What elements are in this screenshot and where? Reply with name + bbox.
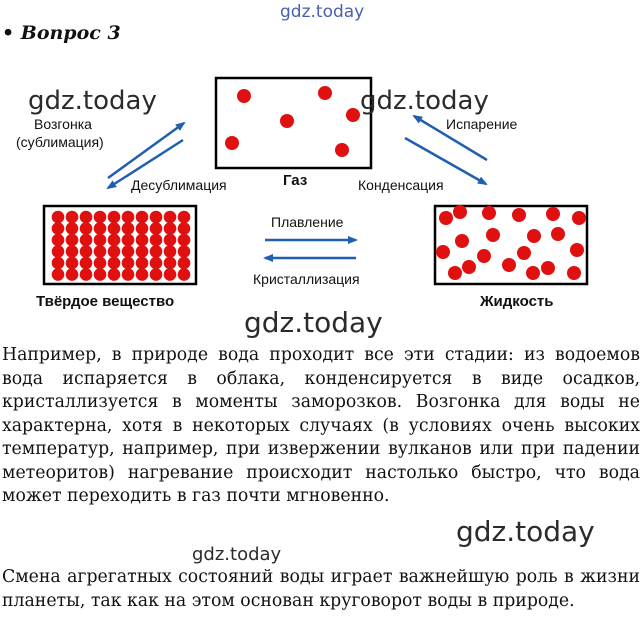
solid-particle [52,211,65,224]
watermark-top: gdz.today [280,2,365,22]
solid-particle [178,222,191,235]
paragraph-line: Смена агрегатных состояний воды играет важнейшую роль в жизни [2,567,640,587]
solid-particle [66,245,79,258]
evaporation-label: Испарение [446,116,518,132]
watermark-left: gdz.today [28,86,157,116]
solid-particle [164,268,177,281]
solid-particle [136,268,149,281]
solid-particle [136,234,149,247]
desublimation-label: Десублимация [131,177,227,193]
solid-particle [80,268,93,281]
solid-particle [108,234,121,247]
solid-particle [164,222,177,235]
watermark-lower-right: gdz.today [456,515,595,548]
liquid-label: Жидкость [480,293,554,310]
solid-particle [94,268,107,281]
paragraph-example [2,344,640,509]
crystallization-label: Кристаллизация [253,271,360,287]
solid-particle [122,211,135,224]
solid-particle [94,211,107,224]
solid-particle [80,245,93,258]
solid-particle [108,245,121,258]
solid-particle [150,222,163,235]
melting-label: Плавление [271,214,344,230]
paragraph-line: вода испаряется в облака, конденсируется в виде осадков, [2,368,640,389]
solid-particle [108,211,121,224]
paragraph-line: кристаллизуется в моменты заморозков. Возгонка для воды не [2,392,640,412]
solid-particle [122,245,135,258]
watermark-lower-small: gdz.today [192,544,282,565]
watermark-right: gdz.today [360,86,489,116]
solid-particle [178,211,191,224]
solid-particle [94,245,107,258]
sublimation-label-2: (сублимация) [16,134,104,150]
solid-particle [150,234,163,247]
solid-label: Твёрдое вещество [36,293,175,310]
paragraph-line: планеты, так как на этом основан круговорот воды в природе. [2,590,575,611]
sublimation-label-1: Возгонка [34,116,92,132]
watermark-center: gdz.today [244,306,383,339]
solid-particle [122,257,135,270]
question-heading: • Вопрос 3 [2,22,121,44]
solid-particle [66,222,79,235]
solid-particle [80,222,93,235]
solid-particle [94,257,107,270]
solid-particle [150,257,163,270]
solid-particle [164,245,177,258]
solid-particle [94,234,107,247]
gas-label: Газ [283,172,308,189]
paragraph-line: метеоритов) нагревание происходит настолько быстро, что вода [2,462,640,483]
solid-particle [150,245,163,258]
solid-particle [108,257,121,270]
solid-particle [52,234,65,247]
solid-particle [66,234,79,247]
paragraph-line: температур, например, при извержении вулканов или при падении [2,439,640,459]
paragraph-line: характерна, хотя в некоторых случаях (в условиях очень высоких [2,415,640,436]
solid-particle [108,222,121,235]
paragraph-line: Например, в природе вода проходит все эти стадии: из водоемов [2,345,640,365]
solid-particle [66,257,79,270]
solid-particle [150,211,163,224]
solid-particle [122,222,135,235]
solid-particle [52,268,65,281]
paragraph-line: может переходить в газ почти мгновенно. [2,486,390,506]
solid-particle [164,234,177,247]
solid-particle [136,245,149,258]
solid-particle [164,257,177,270]
solid-particle [136,222,149,235]
solid-particle [122,268,135,281]
solid-particle [52,222,65,235]
solid-particle [178,257,191,270]
solid-particle [80,211,93,224]
condensation-label: Конденсация [358,177,444,193]
solid-particle [52,245,65,258]
solid-particle [80,234,93,247]
solid-particle [136,257,149,270]
solid-particle [66,268,79,281]
solid-particle [150,268,163,281]
solid-particle [94,222,107,235]
solid-particle [178,245,191,258]
solid-particle [66,211,79,224]
solid-particle [164,211,177,224]
solid-particle [136,211,149,224]
solid-particle [52,257,65,270]
paragraph-conclusion [2,566,640,613]
solid-particle [178,234,191,247]
solid-particle [80,257,93,270]
solid-particle [108,268,121,281]
solid-particle [178,268,191,281]
solid-particle [122,234,135,247]
sublimation-arrow [108,123,184,178]
